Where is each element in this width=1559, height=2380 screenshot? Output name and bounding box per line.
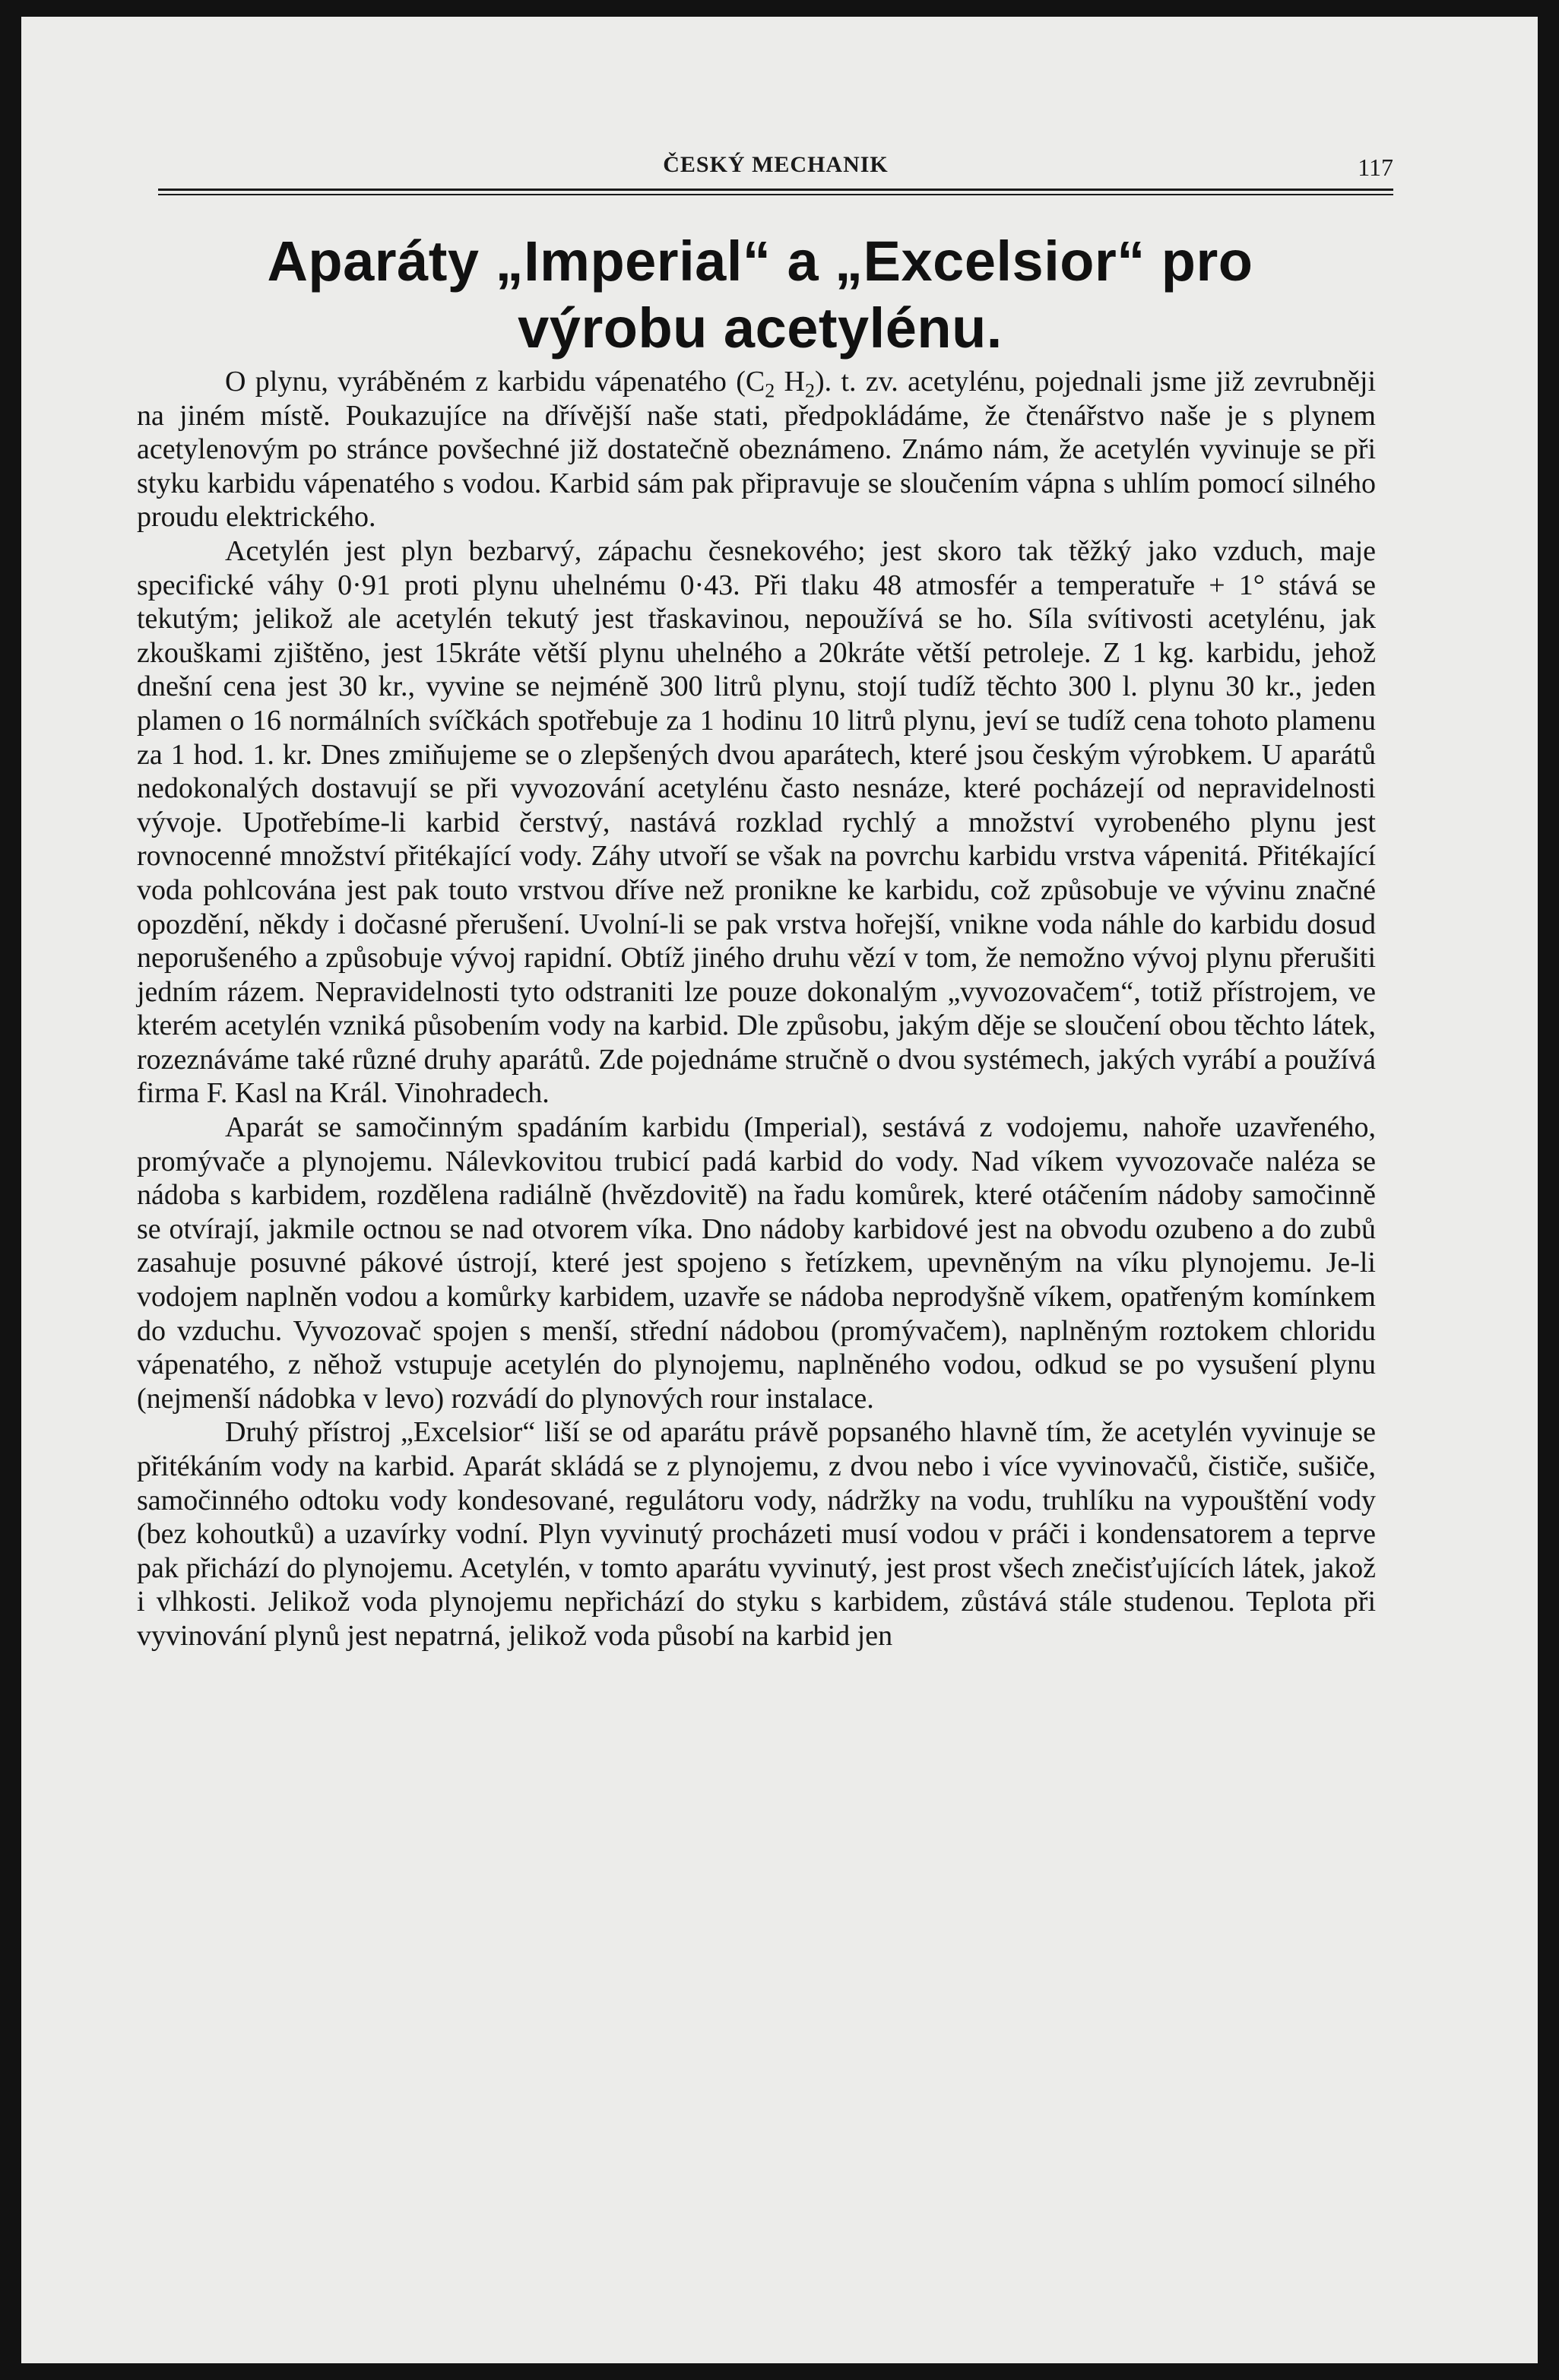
paragraph: Aparát se samočinným spadáním karbidu (Imperial), sestává z vodojemu, nahoře uzavřeného, promývače a plynojemu. Nálevkovitou trubicí padá karbid do vody. Nad víkem vyvozovače naléza se nádoba s karbidem, rozdělena radiálně (hvězdovitě) na řadu komůrek, které otáčením nádoby samočinně se otvírají, jakmile octnou se nad otvorem víka. Dno nádoby karbidové jest na obvodu ozubeno a do zubů zasahuje posuvné pákové ústrojí, které jest spojeno s řetízkem, upevněným na víku plynojemu. Je-li vodojem naplněn vodou a komůrky karbidem, uzavře se nádoba neprodyšně víkem, opatřeným komínkem do vzduchu. Vyvozovač spojen s menší, střední nádobou (promývačem), naplněným roztokem chloridu vápenatého, z něhož vstupuje acetylén do plynojemu, naplněného vodou, odkud se po vysušení plynu (nejmenší nádobka v levo) rozvádí do plynových rour instalace. bbox=[137, 1111, 1376, 1415]
paragraph-text: ). t. zv. acetylénu, pojednali jsme již zevrubněji na jiném místě. Poukazujíce na dřívější naše stati, předpokládáme, že čtenářstvo naše je s plynem acetylenovým po stránce povšechné již dostatečně obeznámeno. Známo nám, že acetylén vyvinuje se při styku karbidu vápenatého s vodou. Karbid sám pak připravuje se sloučením vápna s uhlím pomocí silného proudu elektrického. bbox=[137, 366, 1377, 534]
running-title: ČESKÝ MECHANIK bbox=[663, 152, 889, 177]
page-number: 117 bbox=[1358, 154, 1393, 181]
header-rule bbox=[158, 189, 1393, 191]
paragraph-text: H bbox=[775, 366, 806, 398]
formula-subscript: 2 bbox=[765, 379, 775, 402]
paragraph: Acetylén jest plyn bezbarvý, zápachu česnekového; jest skoro tak těžký jako vzduch, maje specifické váhy 0·91 proti plynu uhelnému 0·43. Při tlaku 48 atmosfér a temperatuře + 1° stává se tekutým; jelikož ale acetylén tekutý jest třaskavinou, nepoužívá se ho. Síla svítivosti acetylénu, jak zkouškami zjištěno, jest 15kráte větší plynu uhelného a 20kráte větší petroleje. Z 1 kg. karbidu, jehož dnešní cena jest 30 kr., vyvine se nejméně 300 litrů plynu, stojí tudíž těchto 300 l. plynu 30 kr., jeden plamen o 16 normálních svíčkách spotřebuje za 1 hodinu 10 litrů plynu, jeví se tudíž cena tohoto plamenu za 1 hod. 1. kr. Dnes zmiňujeme se o zlepšených dvou aparátech, které jsou českým výrobkem. U aparátů nedokonalých dostavují se při vyvozování acetylénu často nesnáze, které pocházejí od nepravidelnosti vývoje. Upotřebíme-li karbid čerstvý, nastává rozklad rychlý a množství vyrobeného plynu jest rovnocenné množství přitékající vody. Záhy utvoří se však na povrchu karbidu vrstva vápenitá. Přitékající voda pohlcována jest pak touto vrstvou dříve než pronikne ke karbidu, což způsobuje ve vývinu značné opozdění, někdy i dočasné přerušení. Uvolní-li se pak vrstva hořejší, vnikne voda náhle do karbidu dosud neporušeného a způsobuje vývoj rapidní. Obtíž jiného druhu vězí v tom, že nemožno vývoj plynu přerušiti jedním rázem. Nepravidelnosti tyto odstraniti lze pouze dokonalým „vyvozovačem“, totiž přístrojem, ve kterém acetylén vzniká působením vody na karbid. Dle způsobu, jakým děje se sloučení obou těchto látek, rozeznáváme také různé druhy aparátů. Zde pojednáme stručně o dvou systémech, jakých vyrábí a používá firma F. Kasl na Král. Vinohradech. bbox=[137, 534, 1376, 1110]
paragraph-text: O plynu, vyráběném z karbidu vápenatého (C bbox=[225, 366, 765, 398]
header-rule bbox=[158, 194, 1393, 195]
page-header bbox=[158, 152, 1393, 198]
paragraph bbox=[137, 365, 1376, 534]
article-title: Aparáty „Imperial“ a „Excelsior“ pro výrobu acetylénu. bbox=[267, 230, 1253, 360]
paragraph: Druhý přístroj „Excelsior“ liší se od aparátu právě popsaného hlavně tím, že acetylén vyvinuje se přitékáním vody na karbid. Aparát skládá se z plynojemu, z dvou nebo i více vyvinovačů, čističe, sušiče, samočinného odtoku vody kondesované, regulátoru vody, nádržky na vodu, truhlíku na vypouštění vody (bez kohoutků) a uzavírky vodní. Plyn vyvinutý procházeti musí vodou v práči i kondensatorem a teprve pak přichází do plynojemu. Acetylén, v tomto aparátu vyvinutý, jest prost všech znečisťujících látek, jakož i vlhkosti. Jelikož voda plynojemu nepřichází do styku s karbidem, zůstává stále studenou. Teplota při vyvinování plynů jest nepatrná, jelikož voda působí na karbid jen bbox=[137, 1416, 1376, 1652]
article-body bbox=[137, 365, 1376, 1653]
formula-subscript: 2 bbox=[805, 379, 816, 402]
